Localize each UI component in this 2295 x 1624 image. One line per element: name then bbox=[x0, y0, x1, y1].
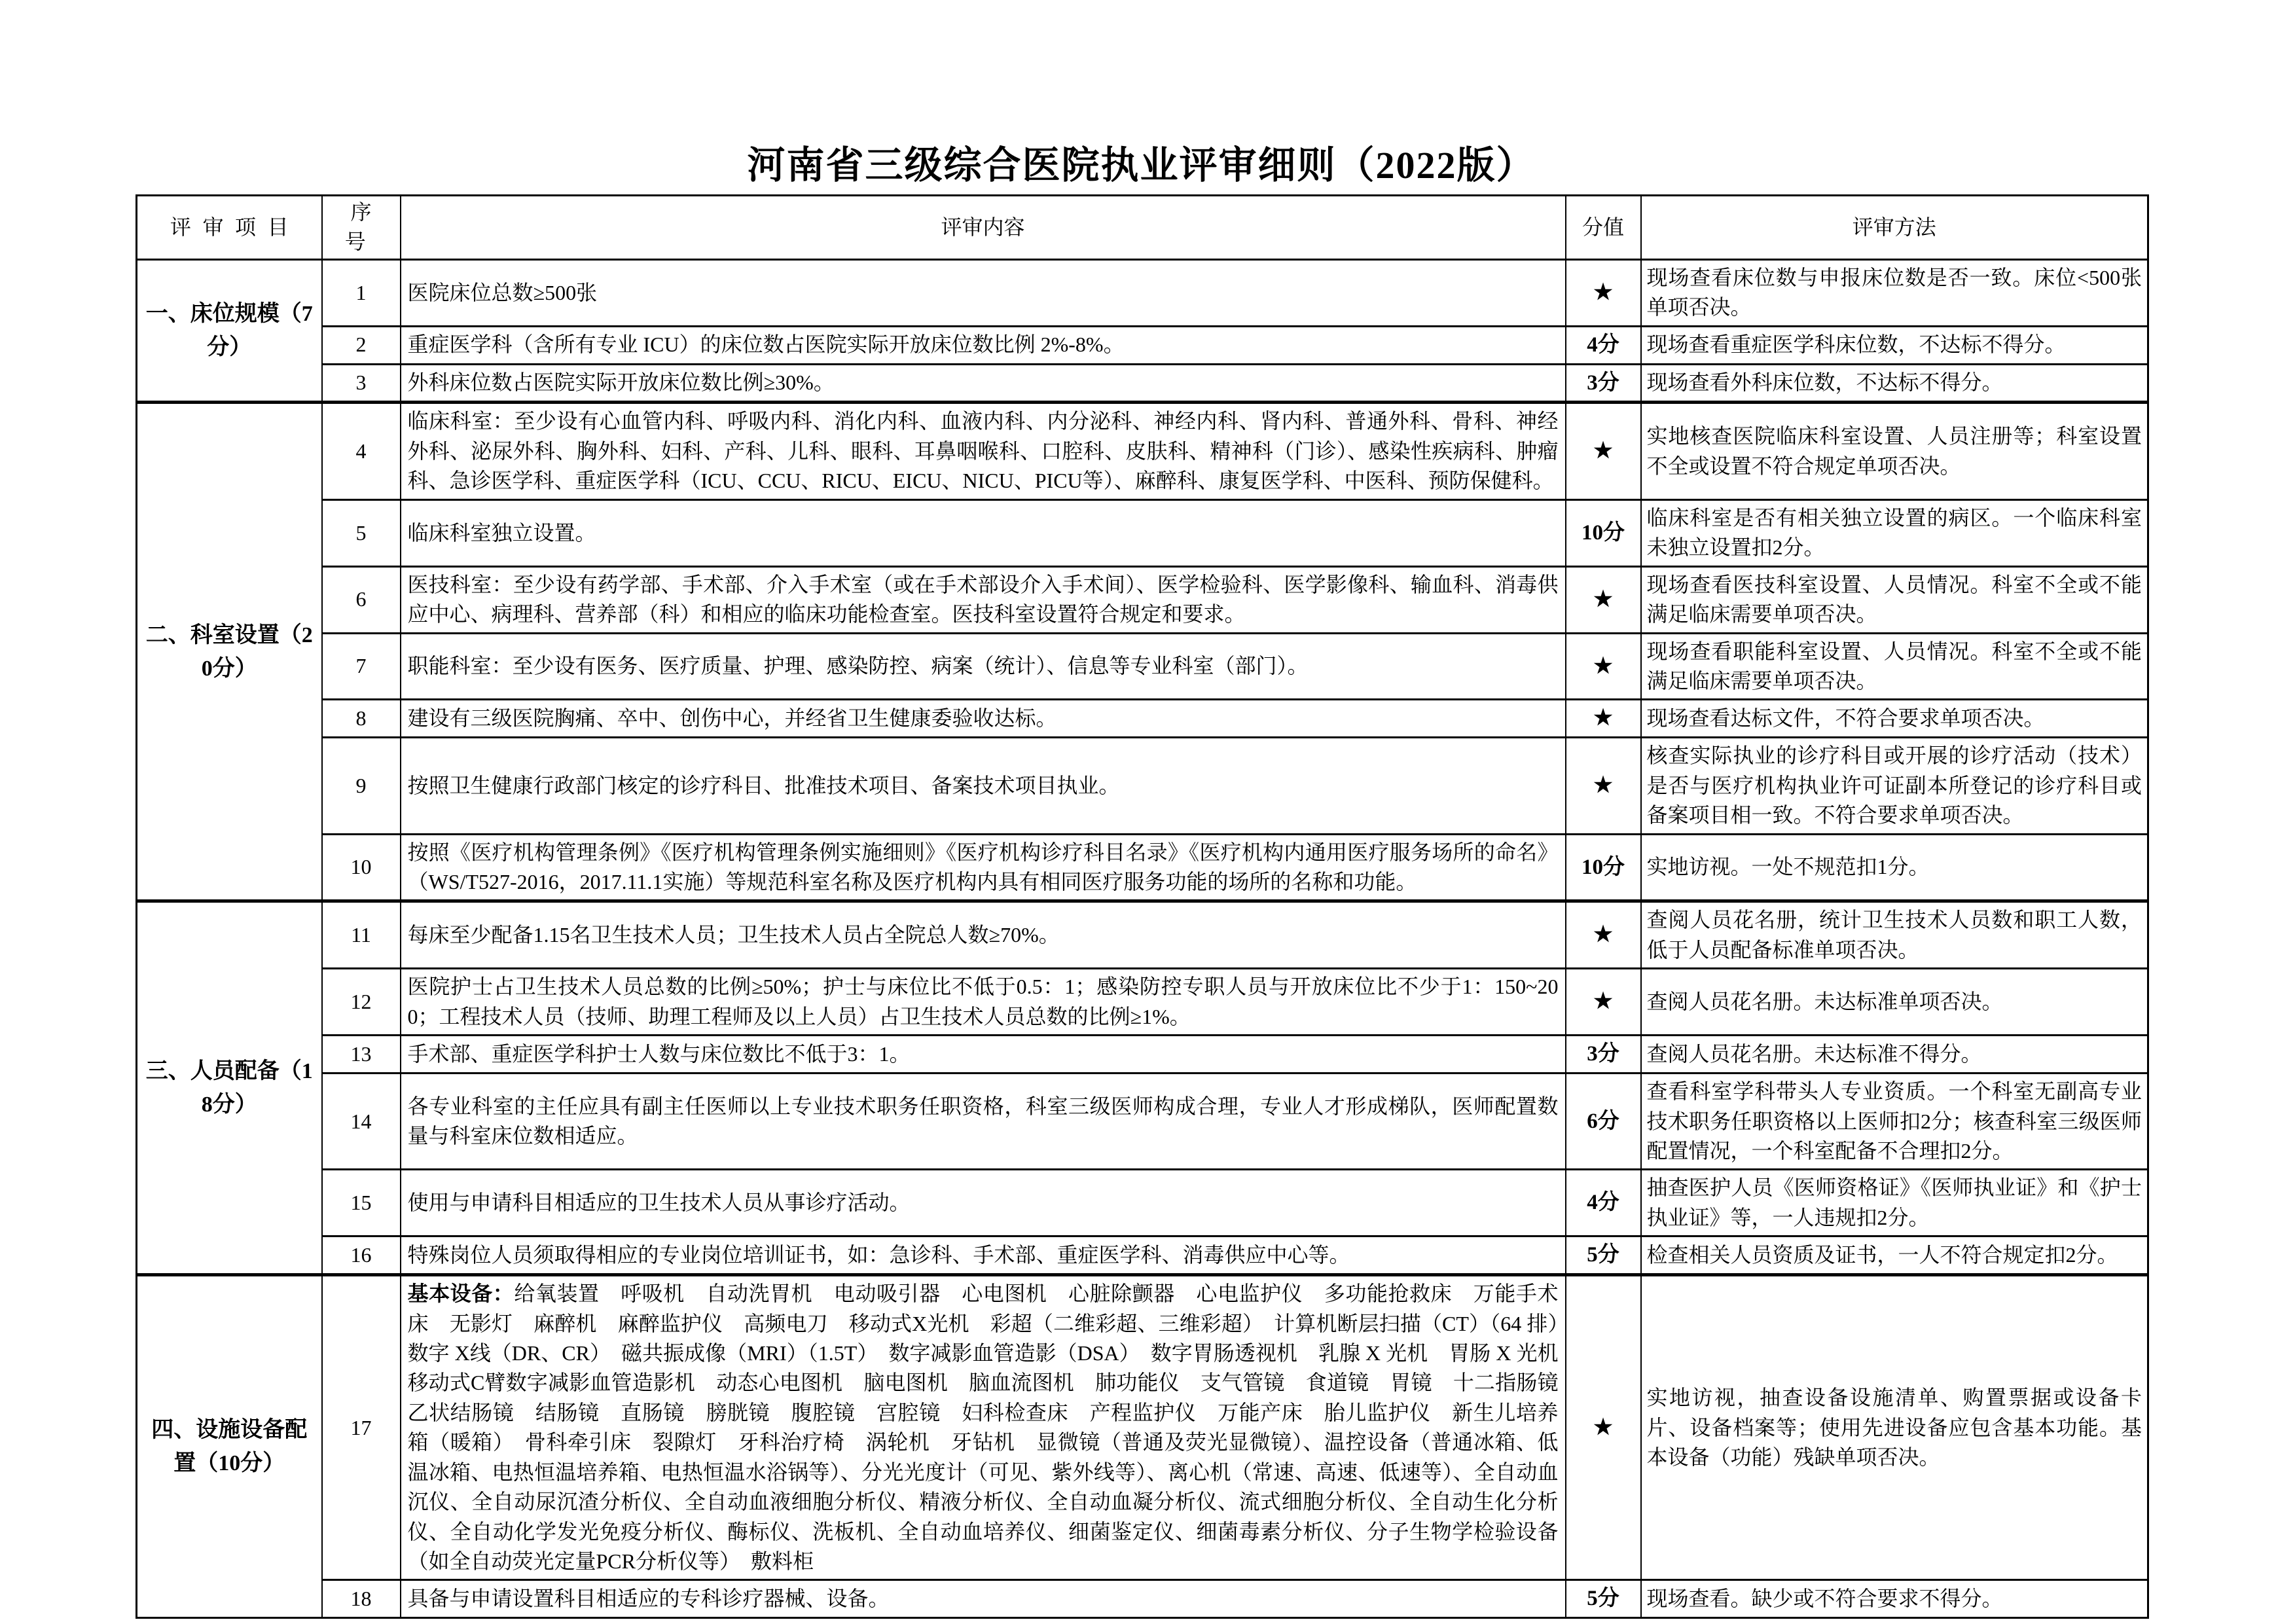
table-row bbox=[137, 1236, 2148, 1275]
row-method: 现场查看。缺少或不符合要求不得分。 bbox=[1641, 1580, 2148, 1618]
page-title: 河南省三级综合医院执业评审细则（2022版） bbox=[747, 144, 1536, 187]
table-row bbox=[137, 259, 2148, 326]
category-label: 一、床位规模（7分） bbox=[137, 259, 322, 403]
row-content: 基本设备：给氧装置 呼吸机 自动洗胃机 电动吸引器 心电图机 心脏除颤器 心电监护仪 多功能抢救床 万能手术床 无影灯 麻醉机 麻醉监护仪 高频电刀 移动式X光机 彩超（二维彩超、三维彩超） 计算机断层扫描（CT）（64 排） 数字 X线（DR、CR） 磁共振成像（MRI）（1.5T） 数字减影血管造影（DSA） 数字胃肠透视机 乳腺 X 光机 胃肠 X 光机 移动式C臂数字减影血管造影机 动态心电图机 脑电图机 脑血流图机 肺功能仪 支气管镜 食道镜 胃镜 十二指肠镜 乙状结肠镜 结肠镜 直肠镜 膀胱镜 腹腔镜 宫腔镜 妇科检查床 产程监护仪 万能产床 胎儿监护仪 新生儿培养箱（暖箱） 骨科牵引床 裂隙灯 牙科治疗椅 涡轮机 牙钻机 显微镜（普通及荧光显微镜）、温控设备（普通冰箱、低温冰箱、电热恒温培养箱、电热恒温水浴锅等）、分光光度计（可见、紫外线等）、离心机（常速、高速、低速等）、全自动血沉仪、全自动尿沉渣分析仪、全自动血液细胞分析仪、精液分析仪、全自动血凝分析仪、流式细胞分析仪、全自动生化分析仪、全自动化学发光免疫分析仪、酶标仪、洗板机、全自动血培养仪、细菌鉴定仪、细菌毒素分析仪、分子生物学检验设备（如全自动荧光定量PCR分析仪等） 敷料柜 bbox=[401, 1275, 1566, 1580]
row-content: 具备与申请设置科目相适应的专科诊疗器械、设备。 bbox=[401, 1580, 1566, 1618]
row-number: 7 bbox=[322, 633, 401, 700]
row-method: 现场查看医技科室设置、人员情况。科室不全或不能满足临床需要单项否决。 bbox=[1641, 566, 2148, 633]
row-content: 临床科室独立设置。 bbox=[401, 499, 1566, 566]
review-criteria-table bbox=[136, 194, 2149, 1619]
row-score: ★ bbox=[1566, 633, 1641, 700]
table-row bbox=[137, 1036, 2148, 1074]
table-row bbox=[137, 403, 2148, 499]
category-label: 二、科室设置（20分） bbox=[137, 403, 322, 901]
row-method: 查阅人员花名册。未达标准单项否决。 bbox=[1641, 969, 2148, 1036]
table-row bbox=[137, 326, 2148, 364]
row-method: 实地访视。一处不规范扣1分。 bbox=[1641, 834, 2148, 901]
row-score: ★ bbox=[1566, 259, 1641, 326]
row-content: 使用与申请科目相适应的卫生技术人员从事诊疗活动。 bbox=[401, 1170, 1566, 1236]
row-method: 检查相关人员资质及证书，一人不符合规定扣2分。 bbox=[1641, 1236, 2148, 1275]
row-score: ★ bbox=[1566, 738, 1641, 834]
review-table-body bbox=[137, 259, 2148, 1617]
header-project: 评审项目 bbox=[137, 196, 322, 260]
row-score: 5分 bbox=[1566, 1236, 1641, 1275]
row-score: ★ bbox=[1566, 403, 1641, 499]
table-row bbox=[137, 834, 2148, 901]
row-number: 17 bbox=[322, 1275, 401, 1580]
row-score: 4分 bbox=[1566, 326, 1641, 364]
table-row bbox=[137, 738, 2148, 834]
row-content: 职能科室：至少设有医务、医疗质量、护理、感染防控、病案（统计）、信息等专业科室（部门）。 bbox=[401, 633, 1566, 700]
content-prefix: 基本设备： bbox=[407, 1282, 515, 1306]
row-score: ★ bbox=[1566, 969, 1641, 1036]
row-number: 16 bbox=[322, 1236, 401, 1275]
row-content: 每床至少配备1.15名卫生技术人员；卫生技术人员占全院总人数≥70%。 bbox=[401, 901, 1566, 969]
row-number: 15 bbox=[322, 1170, 401, 1236]
row-content: 重症医学科（含所有专业 ICU）的床位数占医院实际开放床位数比例 2%-8%。 bbox=[401, 326, 1566, 364]
row-number: 4 bbox=[322, 403, 401, 499]
category-label: 三、人员配备（18分） bbox=[137, 901, 322, 1275]
row-number: 11 bbox=[322, 901, 401, 969]
table-row bbox=[137, 901, 2148, 969]
row-score: 5分 bbox=[1566, 1580, 1641, 1618]
row-method: 查阅人员花名册。未达标准不得分。 bbox=[1641, 1036, 2148, 1074]
row-number: 5 bbox=[322, 499, 401, 566]
row-score: 3分 bbox=[1566, 364, 1641, 403]
row-number: 13 bbox=[322, 1036, 401, 1074]
row-content: 手术部、重症医学科护士人数与床位数比不低于3：1。 bbox=[401, 1036, 1566, 1074]
row-number: 18 bbox=[322, 1580, 401, 1618]
row-number: 10 bbox=[322, 834, 401, 901]
row-method: 抽查医护人员《医师资格证》《医师执业证》和《护士执业证》等，一人违规扣2分。 bbox=[1641, 1170, 2148, 1236]
table-row bbox=[137, 969, 2148, 1036]
row-content: 各专业科室的主任应具有副主任医师以上专业技术职务任职资格，科室三级医师构成合理，专业人才形成梯队，医师配置数量与科室床位数相适应。 bbox=[401, 1074, 1566, 1170]
row-method: 实地核查医院临床科室设置、人员注册等；科室设置不全或设置不符合规定单项否决。 bbox=[1641, 403, 2148, 499]
header-row bbox=[137, 196, 2148, 260]
header-method: 评审方法 bbox=[1641, 196, 2148, 260]
table-row bbox=[137, 1074, 2148, 1170]
table-header bbox=[137, 196, 2148, 260]
table-row bbox=[137, 700, 2148, 738]
row-method: 临床科室是否有相关独立设置的病区。一个临床科室未独立设置扣2分。 bbox=[1641, 499, 2148, 566]
row-score: ★ bbox=[1566, 901, 1641, 969]
table-row bbox=[137, 1170, 2148, 1236]
row-method: 查看科室学科带头人专业资质。一个科室无副高专业技术职务任职资格以上医师扣2分；核查科室三级医师配置情况，一个科室配备不合理扣2分。 bbox=[1641, 1074, 2148, 1170]
row-number: 6 bbox=[322, 566, 401, 633]
row-content: 医院床位总数≥500张 bbox=[401, 259, 1566, 326]
row-content: 按照《医疗机构管理条例》《医疗机构管理条例实施细则》《医疗机构诊疗科目名录》《医疗机构内通用医疗服务场所的命名》（WS/T527-2016，2017.11.1实施）等规范科室名称及医疗机构内具有相同医疗服务功能的场所的名称和功能。 bbox=[401, 834, 1566, 901]
row-content: 临床科室：至少设有心血管内科、呼吸内科、消化内科、血液内科、内分泌科、神经内科、肾内科、普通外科、骨科、神经外科、泌尿外科、胸外科、妇科、产科、儿科、眼科、耳鼻咽喉科、口腔科、皮肤科、精神科（门诊）、感染性疾病科、肿瘤科、急诊医学科、重症医学科（ICU、CCU、RICU、EICU、NICU、PICU等）、麻醉科、康复医学科、中医科、预防保健科。 bbox=[401, 403, 1566, 499]
row-number: 3 bbox=[322, 364, 401, 403]
row-method: 核查实际执业的诊疗科目或开展的诊疗活动（技术）是否与医疗机构执业许可证副本所登记的诊疗科目或备案项目相一致。不符合要求单项否决。 bbox=[1641, 738, 2148, 834]
row-content: 特殊岗位人员须取得相应的专业岗位培训证书，如：急诊科、手术部、重症医学科、消毒供应中心等。 bbox=[401, 1236, 1566, 1275]
row-score: ★ bbox=[1566, 566, 1641, 633]
row-number: 12 bbox=[322, 969, 401, 1036]
row-method: 现场查看床位数与申报床位数是否一致。床位<500张单项否决。 bbox=[1641, 259, 2148, 326]
table-row bbox=[137, 566, 2148, 633]
row-number: 14 bbox=[322, 1074, 401, 1170]
category-label: 四、设施设备配置（10分） bbox=[137, 1275, 322, 1618]
row-number: 9 bbox=[322, 738, 401, 834]
row-score: 4分 bbox=[1566, 1170, 1641, 1236]
row-method: 现场查看重症医学科床位数，不达标不得分。 bbox=[1641, 326, 2148, 364]
row-method: 现场查看职能科室设置、人员情况。科室不全或不能满足临床需要单项否决。 bbox=[1641, 633, 2148, 700]
row-number: 8 bbox=[322, 700, 401, 738]
row-method: 查阅人员花名册，统计卫生技术人员数和职工人数，低于人员配备标准单项否决。 bbox=[1641, 901, 2148, 969]
row-content: 建设有三级医院胸痛、卒中、创伤中心，并经省卫生健康委验收达标。 bbox=[401, 700, 1566, 738]
row-method: 实地访视，抽查设备设施清单、购置票据或设备卡片、设备档案等；使用先进设备应包含基本功能。基本设备（功能）残缺单项否决。 bbox=[1641, 1275, 2148, 1580]
row-score: 6分 bbox=[1566, 1074, 1641, 1170]
document-page bbox=[136, 0, 2147, 1619]
row-content: 外科床位数占医院实际开放床位数比例≥30%。 bbox=[401, 364, 1566, 403]
header-no: 序号 bbox=[322, 196, 401, 260]
row-number: 1 bbox=[322, 259, 401, 326]
row-content: 按照卫生健康行政部门核定的诊疗科目、批准技术项目、备案技术项目执业。 bbox=[401, 738, 1566, 834]
row-score: ★ bbox=[1566, 700, 1641, 738]
header-score: 分值 bbox=[1566, 196, 1641, 260]
row-content: 医院护士占卫生技术人员总数的比例≥50%；护士与床位比不低于0.5：1；感染防控专职人员与开放床位比不少于1：150~200；工程技术人员（技师、助理工程师及以上人员）占卫生技术人员总数的比例≥1%。 bbox=[401, 969, 1566, 1036]
row-score: 3分 bbox=[1566, 1036, 1641, 1074]
table-row bbox=[137, 364, 2148, 403]
header-content: 评审内容 bbox=[401, 196, 1566, 260]
table-row bbox=[137, 1275, 2148, 1580]
row-method: 现场查看达标文件，不符合要求单项否决。 bbox=[1641, 700, 2148, 738]
table-row bbox=[137, 633, 2148, 700]
row-method: 现场查看外科床位数，不达标不得分。 bbox=[1641, 364, 2148, 403]
table-row bbox=[137, 499, 2148, 566]
row-score: ★ bbox=[1566, 1275, 1641, 1580]
row-score: 10分 bbox=[1566, 499, 1641, 566]
row-content: 医技科室：至少设有药学部、手术部、介入手术室（或在手术部设介入手术间）、医学检验科、医学影像科、输血科、消毒供应中心、病理科、营养部（科）和相应的临床功能检查室。医技科室设置符合规定和要求。 bbox=[401, 566, 1566, 633]
row-number: 2 bbox=[322, 326, 401, 364]
table-row bbox=[137, 1580, 2148, 1618]
row-score: 10分 bbox=[1566, 834, 1641, 901]
